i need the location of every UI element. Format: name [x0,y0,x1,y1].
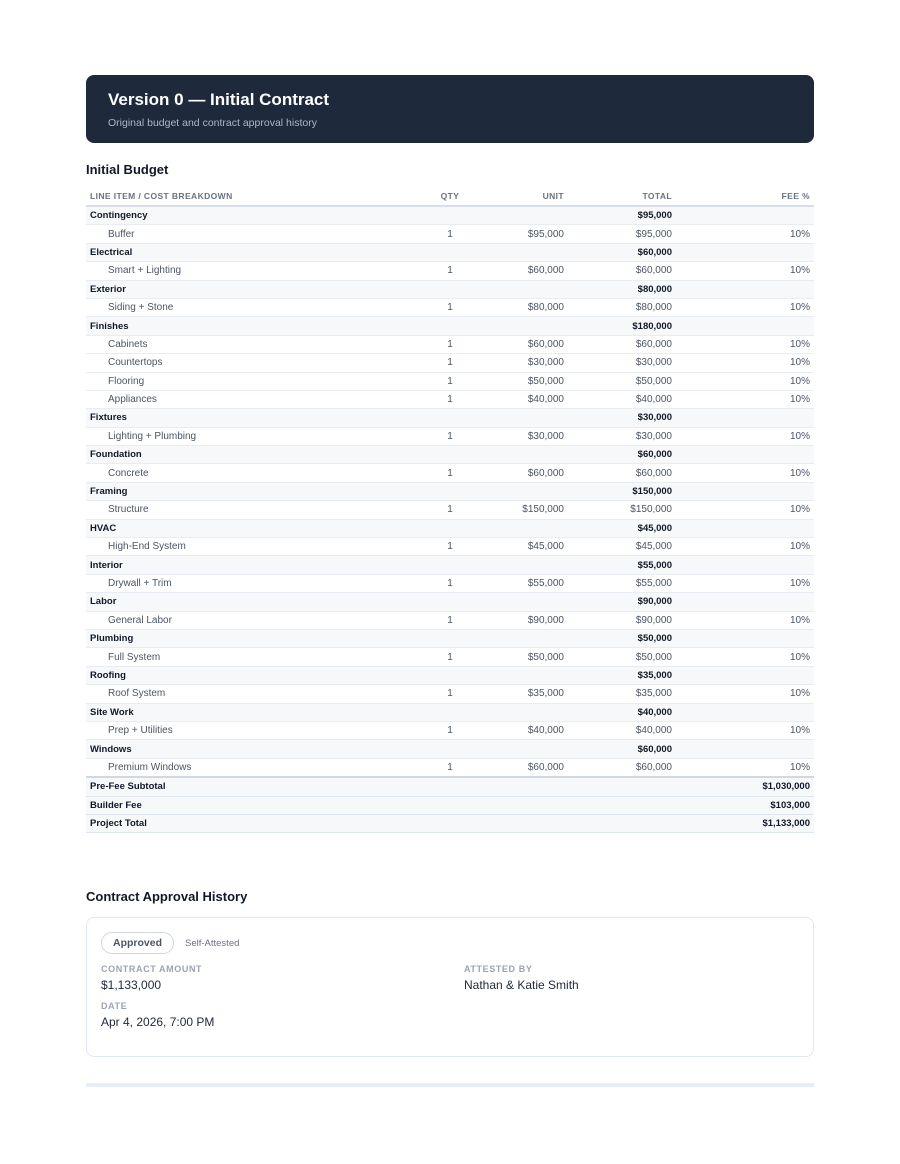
budget-item-row [86,574,814,592]
summary-value: $1,133,000 [676,814,814,832]
approval-status-badge: Approved [101,932,174,954]
item-fee-percent: 10% [676,225,814,243]
group-total: $30,000 [568,409,676,427]
item-name: Countertops [86,354,406,372]
item-qty: 1 [406,298,494,316]
group-fee-empty [676,243,814,261]
contract-amount-label: CONTRACT AMOUNT [101,964,203,974]
group-qty-empty [406,206,494,225]
item-fee-percent: 10% [676,538,814,556]
group-fee-empty [676,740,814,758]
group-unit-empty [494,409,568,427]
column-header-fee: FEE % [676,187,814,206]
item-unit-price: $45,000 [494,538,568,556]
group-total: $150,000 [568,482,676,500]
group-name: Roofing [86,666,406,684]
item-fee-percent: 10% [676,758,814,777]
item-qty: 1 [406,335,494,353]
group-unit-empty [494,629,568,647]
group-name: Contingency [86,206,406,225]
summary-value: $103,000 [676,796,814,814]
item-name: Flooring [86,372,406,390]
item-unit-price: $30,000 [494,427,568,445]
summary-label: Builder Fee [86,796,676,814]
item-total: $60,000 [568,758,676,777]
item-total: $50,000 [568,372,676,390]
group-unit-empty [494,280,568,298]
budget-group-row [86,593,814,611]
group-fee-empty [676,703,814,721]
budget-item-row [86,464,814,482]
column-header-total: TOTAL [568,187,676,206]
budget-group-row [86,243,814,261]
item-total: $60,000 [568,262,676,280]
item-unit-price: $50,000 [494,372,568,390]
group-qty-empty [406,593,494,611]
budget-item-row [86,758,814,777]
group-total: $35,000 [568,666,676,684]
approval-card [86,917,814,1057]
group-fee-empty [676,482,814,500]
date-value: Apr 4, 2026, 7:00 PM [101,1015,215,1029]
item-unit-price: $50,000 [494,648,568,666]
group-name: Exterior [86,280,406,298]
item-qty: 1 [406,501,494,519]
group-unit-empty [494,740,568,758]
group-total: $60,000 [568,446,676,464]
item-fee-percent: 10% [676,611,814,629]
budget-item-row [86,372,814,390]
item-total: $55,000 [568,574,676,592]
group-fee-empty [676,206,814,225]
item-total: $95,000 [568,225,676,243]
budget-summary-row [86,777,814,796]
item-fee-percent: 10% [676,298,814,316]
item-unit-price: $35,000 [494,685,568,703]
budget-group-row [86,629,814,647]
budget-body [86,206,814,833]
budget-item-row [86,262,814,280]
version-header [86,75,814,143]
budget-item-row [86,685,814,703]
item-qty: 1 [406,390,494,408]
item-fee-percent: 10% [676,354,814,372]
item-unit-price: $40,000 [494,390,568,408]
item-name: Cabinets [86,335,406,353]
date-label: DATE [101,1001,128,1011]
group-name: Site Work [86,703,406,721]
group-unit-empty [494,519,568,537]
summary-value: $1,030,000 [676,777,814,796]
item-name: Buffer [86,225,406,243]
item-total: $35,000 [568,685,676,703]
group-total: $80,000 [568,280,676,298]
version-subtitle: Original budget and contract approval history [108,117,317,129]
item-total: $30,000 [568,354,676,372]
group-total: $55,000 [568,556,676,574]
item-qty: 1 [406,538,494,556]
bottom-divider [86,1083,814,1087]
item-total: $30,000 [568,427,676,445]
item-name: General Labor [86,611,406,629]
group-fee-empty [676,280,814,298]
item-unit-price: $60,000 [494,262,568,280]
budget-summary-row [86,796,814,814]
item-fee-percent: 10% [676,574,814,592]
item-total: $40,000 [568,390,676,408]
item-unit-price: $150,000 [494,501,568,519]
group-name: Finishes [86,317,406,335]
group-fee-empty [676,519,814,537]
budget-item-row [86,354,814,372]
group-qty-empty [406,519,494,537]
contract-amount-value: $1,133,000 [101,978,162,992]
budget-group-row [86,703,814,721]
item-name: High-End System [86,538,406,556]
item-unit-price: $60,000 [494,464,568,482]
attested-by-label: ATTESTED BY [464,964,533,974]
group-fee-empty [676,666,814,684]
group-qty-empty [406,409,494,427]
group-name: HVAC [86,519,406,537]
budget-item-row [86,721,814,739]
item-name: Premium Windows [86,758,406,777]
item-fee-percent: 10% [676,501,814,519]
group-fee-empty [676,317,814,335]
group-qty-empty [406,482,494,500]
item-total: $50,000 [568,648,676,666]
attested-by-value: Nathan & Katie Smith [464,978,579,992]
group-unit-empty [494,206,568,225]
group-name: Electrical [86,243,406,261]
item-total: $150,000 [568,501,676,519]
group-unit-empty [494,593,568,611]
item-name: Concrete [86,464,406,482]
item-unit-price: $40,000 [494,721,568,739]
group-name: Interior [86,556,406,574]
item-name: Drywall + Trim [86,574,406,592]
group-total: $60,000 [568,243,676,261]
group-total: $90,000 [568,593,676,611]
item-name: Appliances [86,390,406,408]
item-total: $60,000 [568,464,676,482]
item-qty: 1 [406,464,494,482]
item-qty: 1 [406,372,494,390]
group-name: Foundation [86,446,406,464]
budget-item-row [86,225,814,243]
item-name: Full System [86,648,406,666]
item-qty: 1 [406,427,494,445]
item-fee-percent: 10% [676,427,814,445]
group-name: Plumbing [86,629,406,647]
item-total: $45,000 [568,538,676,556]
group-name: Fixtures [86,409,406,427]
item-fee-percent: 10% [676,721,814,739]
column-header-qty: QTY [406,187,494,206]
group-qty-empty [406,740,494,758]
group-total: $45,000 [568,519,676,537]
group-fee-empty [676,629,814,647]
budget-item-row [86,648,814,666]
item-fee-percent: 10% [676,390,814,408]
group-qty-empty [406,317,494,335]
group-fee-empty [676,556,814,574]
group-unit-empty [494,703,568,721]
item-fee-percent: 10% [676,648,814,666]
group-qty-empty [406,556,494,574]
group-total: $180,000 [568,317,676,335]
item-qty: 1 [406,262,494,280]
budget-group-row [86,409,814,427]
budget-item-row [86,501,814,519]
column-header-unit: UNIT [494,187,568,206]
budget-group-row [86,206,814,225]
item-total: $60,000 [568,335,676,353]
budget-item-row [86,611,814,629]
budget-item-row [86,298,814,316]
budget-table [86,187,814,833]
item-qty: 1 [406,758,494,777]
item-unit-price: $30,000 [494,354,568,372]
item-name: Structure [86,501,406,519]
item-qty: 1 [406,354,494,372]
group-total: $60,000 [568,740,676,758]
group-total: $50,000 [568,629,676,647]
item-unit-price: $90,000 [494,611,568,629]
column-header-line-item: LINE ITEM / COST BREAKDOWN [86,187,406,206]
budget-summary-row [86,814,814,832]
item-name: Smart + Lighting [86,262,406,280]
budget-group-row [86,666,814,684]
item-name: Prep + Utilities [86,721,406,739]
item-fee-percent: 10% [676,335,814,353]
group-qty-empty [406,280,494,298]
group-name: Windows [86,740,406,758]
item-total: $40,000 [568,721,676,739]
budget-group-row [86,519,814,537]
item-unit-price: $80,000 [494,298,568,316]
item-unit-price: $60,000 [494,335,568,353]
budget-item-row [86,538,814,556]
group-qty-empty [406,629,494,647]
group-fee-empty [676,446,814,464]
group-unit-empty [494,317,568,335]
approval-section-title: Contract Approval History [86,889,248,904]
budget-item-row [86,390,814,408]
item-qty: 1 [406,685,494,703]
item-fee-percent: 10% [676,262,814,280]
group-unit-empty [494,482,568,500]
group-total: $95,000 [568,206,676,225]
budget-item-row [86,335,814,353]
group-fee-empty [676,593,814,611]
item-total: $90,000 [568,611,676,629]
group-name: Framing [86,482,406,500]
group-qty-empty [406,446,494,464]
group-qty-empty [406,703,494,721]
group-total: $40,000 [568,703,676,721]
budget-group-row [86,482,814,500]
attestation-type: Self-Attested [185,938,240,949]
group-unit-empty [494,556,568,574]
group-unit-empty [494,446,568,464]
budget-group-row [86,446,814,464]
summary-label: Project Total [86,814,676,832]
item-fee-percent: 10% [676,685,814,703]
item-qty: 1 [406,611,494,629]
item-unit-price: $60,000 [494,758,568,777]
budget-item-row [86,427,814,445]
summary-label: Pre-Fee Subtotal [86,777,676,796]
group-qty-empty [406,243,494,261]
item-qty: 1 [406,648,494,666]
version-title: Version 0 — Initial Contract [108,90,330,109]
budget-group-row [86,740,814,758]
item-qty: 1 [406,225,494,243]
item-unit-price: $55,000 [494,574,568,592]
item-unit-price: $95,000 [494,225,568,243]
budget-section-title: Initial Budget [86,162,169,177]
item-qty: 1 [406,721,494,739]
item-name: Lighting + Plumbing [86,427,406,445]
group-name: Labor [86,593,406,611]
item-name: Roof System [86,685,406,703]
budget-group-row [86,317,814,335]
group-unit-empty [494,243,568,261]
budget-header-row [86,187,814,206]
item-qty: 1 [406,574,494,592]
budget-group-row [86,280,814,298]
budget-group-row [86,556,814,574]
group-qty-empty [406,666,494,684]
group-unit-empty [494,666,568,684]
group-fee-empty [676,409,814,427]
item-fee-percent: 10% [676,372,814,390]
item-fee-percent: 10% [676,464,814,482]
item-name: Siding + Stone [86,298,406,316]
item-total: $80,000 [568,298,676,316]
